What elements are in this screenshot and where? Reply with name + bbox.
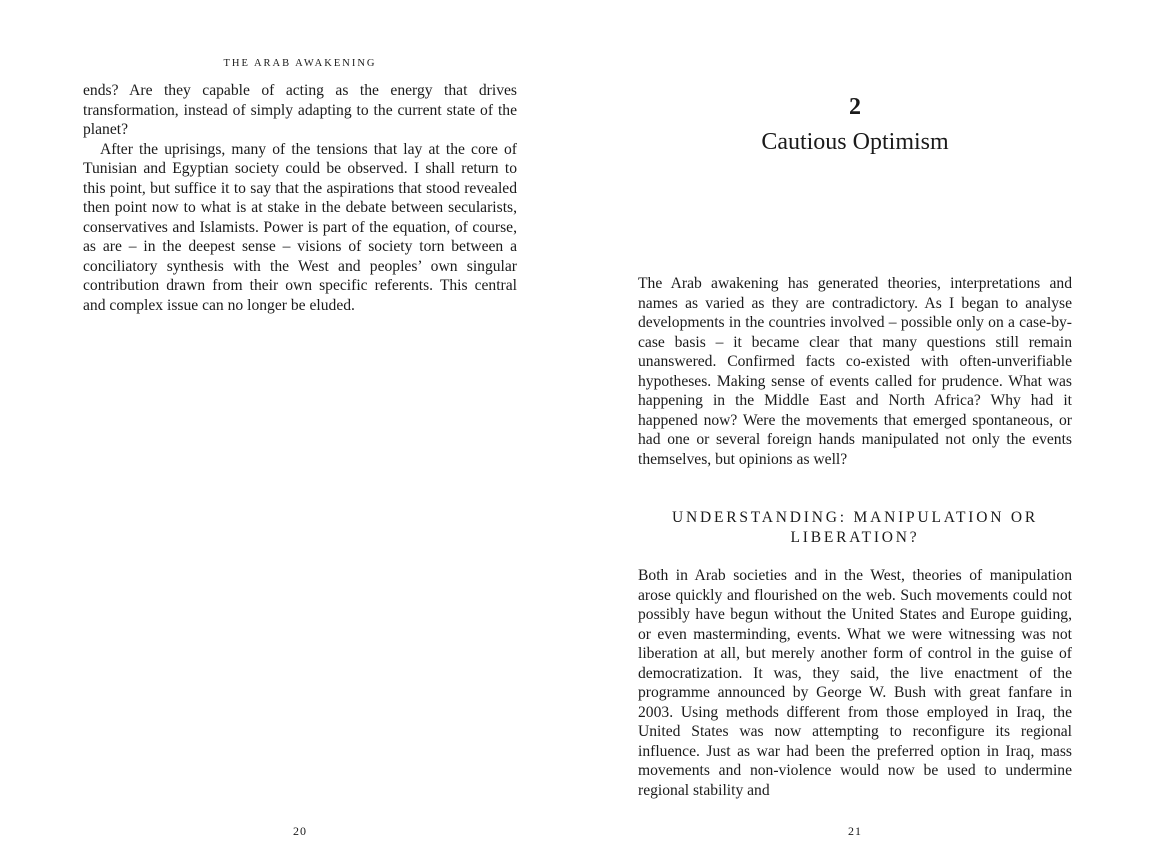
page-number-left: 20 (293, 824, 307, 838)
chapter-title: Cautious Optimism (761, 129, 949, 155)
paragraph-intro: The Arab awakening has generated theories, interpretations and names as varied as they are contradictory. As I began to analyse developments in the countries involved – possible only on a case-by-case basis – it became clear that many questions still remain unanswered. Confirmed facts co-existed with often-unverifiable hypotheses. Making sense of events called for prudence. What was happening in the Middle East and North Africa? Why had it happened now? Were the movements that emerged spontaneous, or had one or several foreign hands manipulated not only the events themselves, but opinions as well? (638, 275, 1072, 468)
intro-body (638, 274, 1072, 469)
running-head: THE ARAB AWAKENING (223, 58, 377, 69)
section-heading: UNDERSTANDING: MANIPULATION OR LIBERATION? (671, 509, 1039, 546)
paragraph-uprisings: After the uprisings, many of the tensions that lay at the core of Tunisian and Egyptian society could be observed. I shall return to this point, but suffice it to say that the aspirations that stood revealed then point now to what is at stake in the debate between secularists, conservatives and Islamists. Power is part of the equation, of course, as are – in the deepest sense – visions of society torn between a conciliatory synthesis with the West and peoples’ own singular contribution drawn from their own specific referents. This central and complex issue can no longer be eluded. (83, 140, 517, 314)
paragraph-manipulation: Both in Arab societies and in the West, theories of manipulation arose quickly and flourished on the web. Such movements could not possibly have begun without the United States and Europe guiding, or even masterminding, events. What we were witnessing was not liberation at all, but merely another form of control in the guise of democratization. It was, they said, the live enactment of the programme announced by George W. Bush with great fanfare in 2003. Using methods different from those employed in Iraq, the United States was now attempting to reconfigure its regional influence. Just as war had been the preferred option in Iraq, mass movements and non-violence would now be used to undermine regional stability and (638, 567, 1072, 799)
page-number-right: 21 (848, 824, 862, 838)
chapter-number: 2 (849, 94, 861, 120)
section-body (638, 566, 1072, 800)
right-page (585, 0, 1170, 851)
paragraph-continuation: ends? Are they capable of acting as the energy that drives transformation, instead of simply adapting to the current state of the planet? (83, 82, 517, 138)
left-page-body (83, 81, 517, 315)
